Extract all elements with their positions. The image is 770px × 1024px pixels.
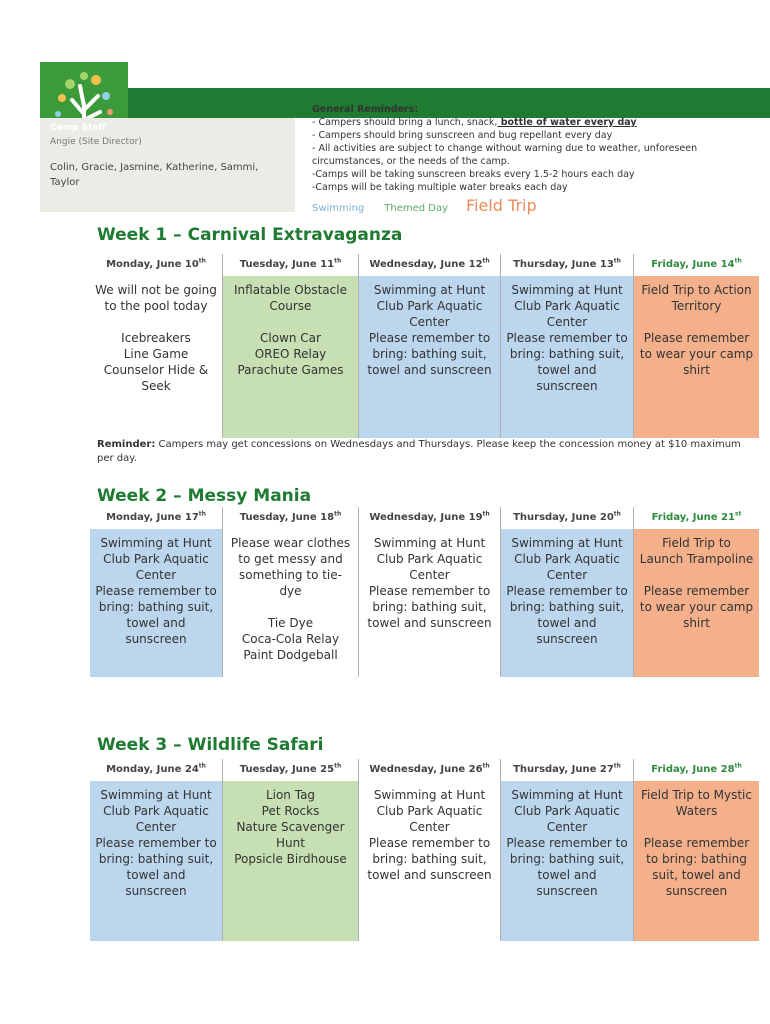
week3-thursday-activities: [501, 781, 633, 941]
day-ordinal: st: [734, 510, 742, 518]
week2-friday-column: [633, 507, 759, 677]
week3-thursday-column: [500, 759, 633, 941]
day-ordinal: th: [734, 762, 742, 770]
week1-wednesday-activities: [359, 276, 500, 438]
week1-monday-column: [90, 254, 222, 438]
activity-text: Please remember to bring: bathing suit, towel and sunscreen: [506, 836, 628, 898]
activity-text: Swimming at Hunt Club Park Aquatic Center: [100, 788, 212, 834]
week1-thursday-column: [500, 254, 633, 438]
week3-tuesday-header: [223, 759, 358, 781]
week2-schedule: [90, 507, 755, 677]
week2-monday-column: [90, 507, 222, 677]
week2-monday-activities: [90, 529, 222, 677]
week1-title: Week 1 – Carnival Extravaganza: [97, 225, 403, 245]
week1-monday-activities: [90, 276, 222, 438]
activity-text: Please wear clothes to get messy and something to tie-dye: [230, 536, 351, 598]
day-ordinal: th: [198, 762, 206, 770]
activity-text: Field Trip to Mystic Waters: [641, 788, 752, 818]
activity-text: Swimming at Hunt Club Park Aquatic Center: [511, 536, 623, 582]
week3-tuesday-column: [222, 759, 358, 941]
week3-monday-header: [90, 759, 222, 781]
week3-wednesday-activities: [359, 781, 500, 941]
reminder-line-1: [312, 116, 732, 129]
day-ordinal: th: [613, 257, 621, 265]
week2-tuesday-header: [223, 507, 358, 529]
activity-spacer: [639, 567, 754, 583]
activity-text: Swimming at Hunt Club Park Aquatic Center: [373, 536, 486, 582]
day-label: Wednesday, June 19: [369, 512, 483, 523]
week2-title: Week 2 – Messy Mania: [97, 486, 312, 506]
reminder-line-5: -Camps will be taking multiple water breaks each day: [312, 182, 568, 193]
week3-thursday-header: [501, 759, 633, 781]
week3-tuesday-activities: [223, 781, 358, 941]
week1-friday-column: [633, 254, 759, 438]
activity-text: Please remember to bring: bathing suit, towel and sunscreen: [367, 331, 492, 377]
week1-reminder-text: Campers may get concessions on Wednesdays and Thursdays. Please keep the concession money at $10 maximum per day.: [97, 439, 741, 464]
day-label: Monday, June 10: [106, 259, 199, 270]
week2-monday-header: [90, 507, 222, 529]
week2-thursday-header: [501, 507, 633, 529]
week1-wednesday-header: [359, 254, 500, 276]
week2-friday-header: [634, 507, 759, 529]
week1-friday-activities: [634, 276, 759, 438]
week1-tuesday-header: [223, 254, 358, 276]
activity-text: Please remember to wear your camp shirt: [639, 584, 754, 630]
week1-tuesday-column: [222, 254, 358, 438]
day-label: Tuesday, June 11: [239, 259, 335, 270]
reminder-line-1-text: - Campers should bring a lunch, snack,: [312, 117, 498, 128]
activity-text: Swimming at Hunt Club Park Aquatic Center: [511, 788, 623, 834]
activity-spacer: [639, 819, 754, 835]
activity-text: Counselor Hide & Seek: [103, 363, 209, 393]
activity-text: Swimming at Hunt Club Park Aquatic Center: [373, 788, 486, 834]
day-label: Monday, June 24: [106, 764, 199, 775]
activity-text: Field Trip to Launch Trampoline: [639, 536, 754, 566]
day-label: Wednesday, June 26: [369, 764, 483, 775]
week2-tuesday-activities: [223, 529, 358, 677]
week1-thursday-activities: [501, 276, 633, 438]
week1-monday-header: [90, 254, 222, 276]
activity-text: Swimming at Hunt Club Park Aquatic Center: [511, 283, 623, 329]
legend-themed-day: Themed Day: [384, 203, 449, 214]
day-ordinal: th: [334, 762, 342, 770]
week1-schedule: [90, 254, 755, 438]
site-director: Angie (Site Director): [50, 137, 142, 147]
activity-text: We will not be going to the pool today: [95, 283, 217, 313]
reminder-line-1-emphasis: bottle of water every day: [497, 117, 637, 128]
activity-text: Icebreakers: [121, 331, 191, 345]
week2-thursday-column: [500, 507, 633, 677]
reminder-line-3: - All activities are subject to change without warning due to weather, unforeseen circumstances, or the needs of the camp.: [312, 143, 698, 167]
reminders-title: General Reminders:: [312, 104, 419, 115]
week3-title: Week 3 – Wildlife Safari: [97, 735, 324, 755]
legend-field-trip: Field Trip: [466, 196, 537, 215]
week2-wednesday-header: [359, 507, 500, 529]
activity-spacer: [228, 599, 353, 615]
legend-swimming: Swimming: [312, 203, 365, 214]
general-reminders: [312, 103, 732, 194]
day-ordinal: th: [613, 510, 621, 518]
activity-text: Parachute Games: [237, 363, 344, 377]
activity-spacer: [228, 314, 353, 330]
activity-text: Please remember to bring: bathing suit, towel and sunscreen: [95, 836, 217, 898]
day-ordinal: th: [334, 510, 342, 518]
day-label: Friday, June 28: [651, 764, 735, 775]
day-ordinal: th: [482, 257, 490, 265]
activity-text: Tie Dye: [267, 616, 314, 630]
activity-text: Paint Dodgeball: [243, 648, 338, 662]
day-ordinal: th: [482, 510, 490, 518]
week3-friday-header: [634, 759, 759, 781]
week3-schedule: [90, 759, 755, 941]
day-ordinal: th: [334, 257, 342, 265]
reminder-line-2: - Campers should bring sunscreen and bug repellant every day: [312, 130, 613, 141]
activity-text: Please remember to bring: bathing suit, towel and sunscreen: [367, 584, 492, 630]
week2-wednesday-column: [358, 507, 500, 677]
week2-tuesday-column: [222, 507, 358, 677]
staff-names: Colin, Gracie, Jasmine, Katherine, Sammi, Taylor: [50, 162, 259, 188]
day-ordinal: th: [198, 257, 206, 265]
day-ordinal: th: [198, 510, 206, 518]
day-label: Monday, June 17: [106, 512, 199, 523]
activity-text: Pet Rocks: [261, 804, 320, 818]
activity-text: Popsicle Birdhouse: [234, 852, 347, 866]
week1-reminder: [97, 438, 747, 466]
week3-friday-activities: [634, 781, 759, 941]
activity-text: Coca-Cola Relay: [241, 632, 340, 646]
activity-text: Swimming at Hunt Club Park Aquatic Center: [100, 536, 212, 582]
day-label: Tuesday, June 25: [239, 764, 335, 775]
day-label: Friday, June 21: [651, 512, 735, 523]
day-ordinal: th: [482, 762, 490, 770]
activity-text: Clown Car: [260, 331, 321, 345]
activity-text: Please remember to bring: bathing suit, towel and sunscreen: [506, 331, 628, 393]
week1-thursday-header: [501, 254, 633, 276]
activity-text: Swimming at Hunt Club Park Aquatic Center: [373, 283, 486, 329]
week3-wednesday-header: [359, 759, 500, 781]
activity-text: Please remember to bring: bathing suit, towel and sunscreen: [506, 584, 628, 646]
week3-friday-column: [633, 759, 759, 941]
week3-wednesday-column: [358, 759, 500, 941]
activity-text: Please remember to bring: bathing suit, towel and sunscreen: [643, 836, 750, 898]
week2-thursday-activities: [501, 529, 633, 677]
week1-reminder-label: Reminder:: [97, 439, 156, 450]
day-label: Thursday, June 13: [513, 259, 614, 270]
activity-spacer: [639, 314, 754, 330]
activity-spacer: [95, 314, 217, 330]
activity-text: Please remember to wear your camp shirt: [639, 331, 754, 377]
week1-wednesday-column: [358, 254, 500, 438]
day-label: Tuesday, June 18: [239, 512, 335, 523]
camp-staff-title: Camp Staff: [50, 123, 106, 133]
activity-text: Inflatable Obstacle Course: [234, 283, 347, 313]
week2-friday-activities: [634, 529, 759, 677]
week2-wednesday-activities: [359, 529, 500, 677]
activity-text: Nature Scavenger Hunt: [236, 820, 345, 850]
day-label: Thursday, June 27: [513, 764, 614, 775]
week3-monday-activities: [90, 781, 222, 941]
activity-text: Please remember to bring: bathing suit, towel and sunscreen: [95, 584, 217, 646]
activity-text: Field Trip to Action Territory: [641, 283, 752, 313]
activity-text: Lion Tag: [265, 788, 316, 802]
activity-text: Line Game: [123, 347, 189, 361]
week1-friday-header: [634, 254, 759, 276]
day-label: Wednesday, June 12: [369, 259, 483, 270]
day-label: Friday, June 14: [651, 259, 735, 270]
week1-tuesday-activities: [223, 276, 358, 438]
day-ordinal: th: [613, 762, 621, 770]
day-label: Thursday, June 20: [513, 512, 614, 523]
day-ordinal: th: [734, 257, 742, 265]
legend: [312, 196, 537, 216]
reminder-line-4: -Camps will be taking sunscreen breaks every 1.5-2 hours each day: [312, 169, 635, 180]
week3-monday-column: [90, 759, 222, 941]
activity-text: Please remember to bring: bathing suit, towel and sunscreen: [367, 836, 492, 882]
activity-text: OREO Relay: [254, 347, 327, 361]
